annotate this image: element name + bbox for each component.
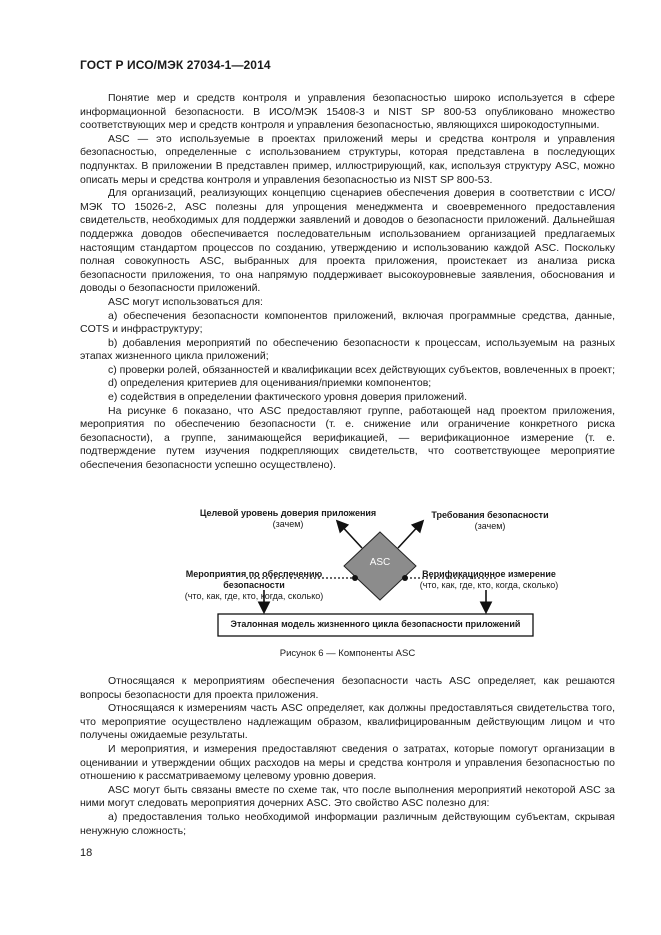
page-number: 18 <box>80 847 93 859</box>
asc-center-label: ASC <box>369 557 391 568</box>
lifecycle-model-title: Эталонная модель жизненного цикла безопасности приложений <box>230 619 521 629</box>
target-trust-sub: (зачем) <box>272 519 304 529</box>
body-text-top <box>80 92 615 473</box>
security-activities-sub: (что, как, где, кто, когда, сколько) <box>184 591 324 601</box>
paragraph: Относящаяся к измерениям часть ASC определяет, как должны предоставляться свидетельства того, что мероприятие осуществлено надлежащим образом, квалифицированным действующим лицом и что получены ожидаемые результаты. <box>80 702 615 742</box>
verification-label <box>404 569 574 591</box>
list-item: c) проверки ролей, обязанностей и квалификации всех действующих субъектов, вовлеченных в проект; <box>108 363 615 376</box>
verification-sub: (что, как, где, кто, когда, сколько) <box>419 580 559 590</box>
paragraph: И мероприятия, и измерения предоставляют сведения о затратах, которые помогут организации в оценивании и утверждении общих расходов на меры и средства контроля и управления безопасностью по отношению к рассматриваемому целевому уровню доверия. <box>80 742 615 783</box>
paragraph: Относящаяся к мероприятиям обеспечения безопасности часть ASC определяет, как решаются вопросы безопасности для проекта приложения. <box>80 675 615 701</box>
paragraph: ASC могут использоваться для: <box>108 295 263 308</box>
lifecycle-model-text <box>218 619 533 630</box>
paragraph: ASC — это используемые в проектах приложений меры и средства контроля и управления безопасностью, определенные с использованием структуры, которая представлена в последующих подпунктах. В приложении В представлен пример, иллюстрирующий, как, используя структуру ASC, можно описать меры и средства контроля и управления безопасностью из NIST SP 800-53. <box>80 132 615 186</box>
document-header: ГОСТ Р ИСО/МЭК 27034-1—2014 <box>80 58 271 72</box>
security-activities-label <box>156 569 352 602</box>
target-trust-label <box>198 508 378 530</box>
verification-title: Верификационное измерение <box>422 569 556 579</box>
security-requirements-title: Требования безопасности <box>431 510 549 520</box>
body-text-bottom <box>80 675 615 838</box>
figure-caption: Рисунок 6 — Компоненты ASC <box>279 648 416 659</box>
paragraph: ASC могут быть связаны вместе по схеме так, что после выполнения мероприятий некоторой ASC за ними могут следовать мероприятия дочерних ASC. Это свойство ASC полезно для: <box>80 783 615 810</box>
security-requirements-label <box>410 510 570 532</box>
security-activities-title: Мероприятия по обеспечению безопасности <box>185 569 323 590</box>
list-item: а) обеспечения безопасности компонентов приложений, включая программные средства, данные, COTS и инфраструктуру; <box>80 309 615 336</box>
figure-asc-components <box>80 498 615 668</box>
list-item: b) добавления мероприятий по обеспечению безопасности к процессам, используемым на разных этапах жизненного цикла приложений; <box>80 336 615 363</box>
target-trust-title: Целевой уровень доверия приложения <box>199 508 377 518</box>
security-requirements-sub: (зачем) <box>474 521 506 531</box>
paragraph: Для организаций, реализующих концепцию сценариев обеспечения доверия в соответствии с ИСО/МЭК ТО 15026-2, ASC полезны для упрощения менеджмента и своевременного предоставления свидетельств, необходимых для поддержки заявлений и доводов о безопасности приложений. Дальнейшая поддержка доводов обеспечивается последовательным использованием организацией предлагаемых настоящим стандартом процессов по созданию, утверждению и использованию каждой ASC. Поскольку полная совокупность ASC, выбранных для проекта приложения, проистекает из анализа риска безопасности приложения, то она напрямую поддерживает высокоуровневые заявления, обоснования и доводы о безопасности приложений. <box>80 187 615 295</box>
list-item: e) содействия в определении фактического уровня доверия приложений. <box>108 391 468 404</box>
list-item: d) определения критериев для оценивания/приемки компонентов; <box>108 377 432 390</box>
connector-dot <box>352 575 358 581</box>
list-item: а) предоставления только необходимой информации различным действующим субъектам, скрывая ненужную сложность; <box>80 810 615 837</box>
paragraph: Понятие мер и средств контроля и управления безопасностью широко используется в сфере информационной безопасности. В ИСО/МЭК 15408-3 и NIST SP 800-53 опубликовано множество соответствующих мер и средств контроля и управления безопасностью, являющихся широкодоступными. <box>80 92 615 132</box>
paragraph: На рисунке 6 показано, что ASC предоставляют группе, работающей над проектом приложения, мероприятия по обеспечению безопасности (т. е. снижение или ограничение конкретного риска безопасности), а группе, занимающейся верификацией, — верификационное измерение (т. е. подтверждение путем изучения подкрепляющих свидетельств, что соответствующее мероприятие обеспечения безопасности успешно осуществлено). <box>80 404 615 472</box>
